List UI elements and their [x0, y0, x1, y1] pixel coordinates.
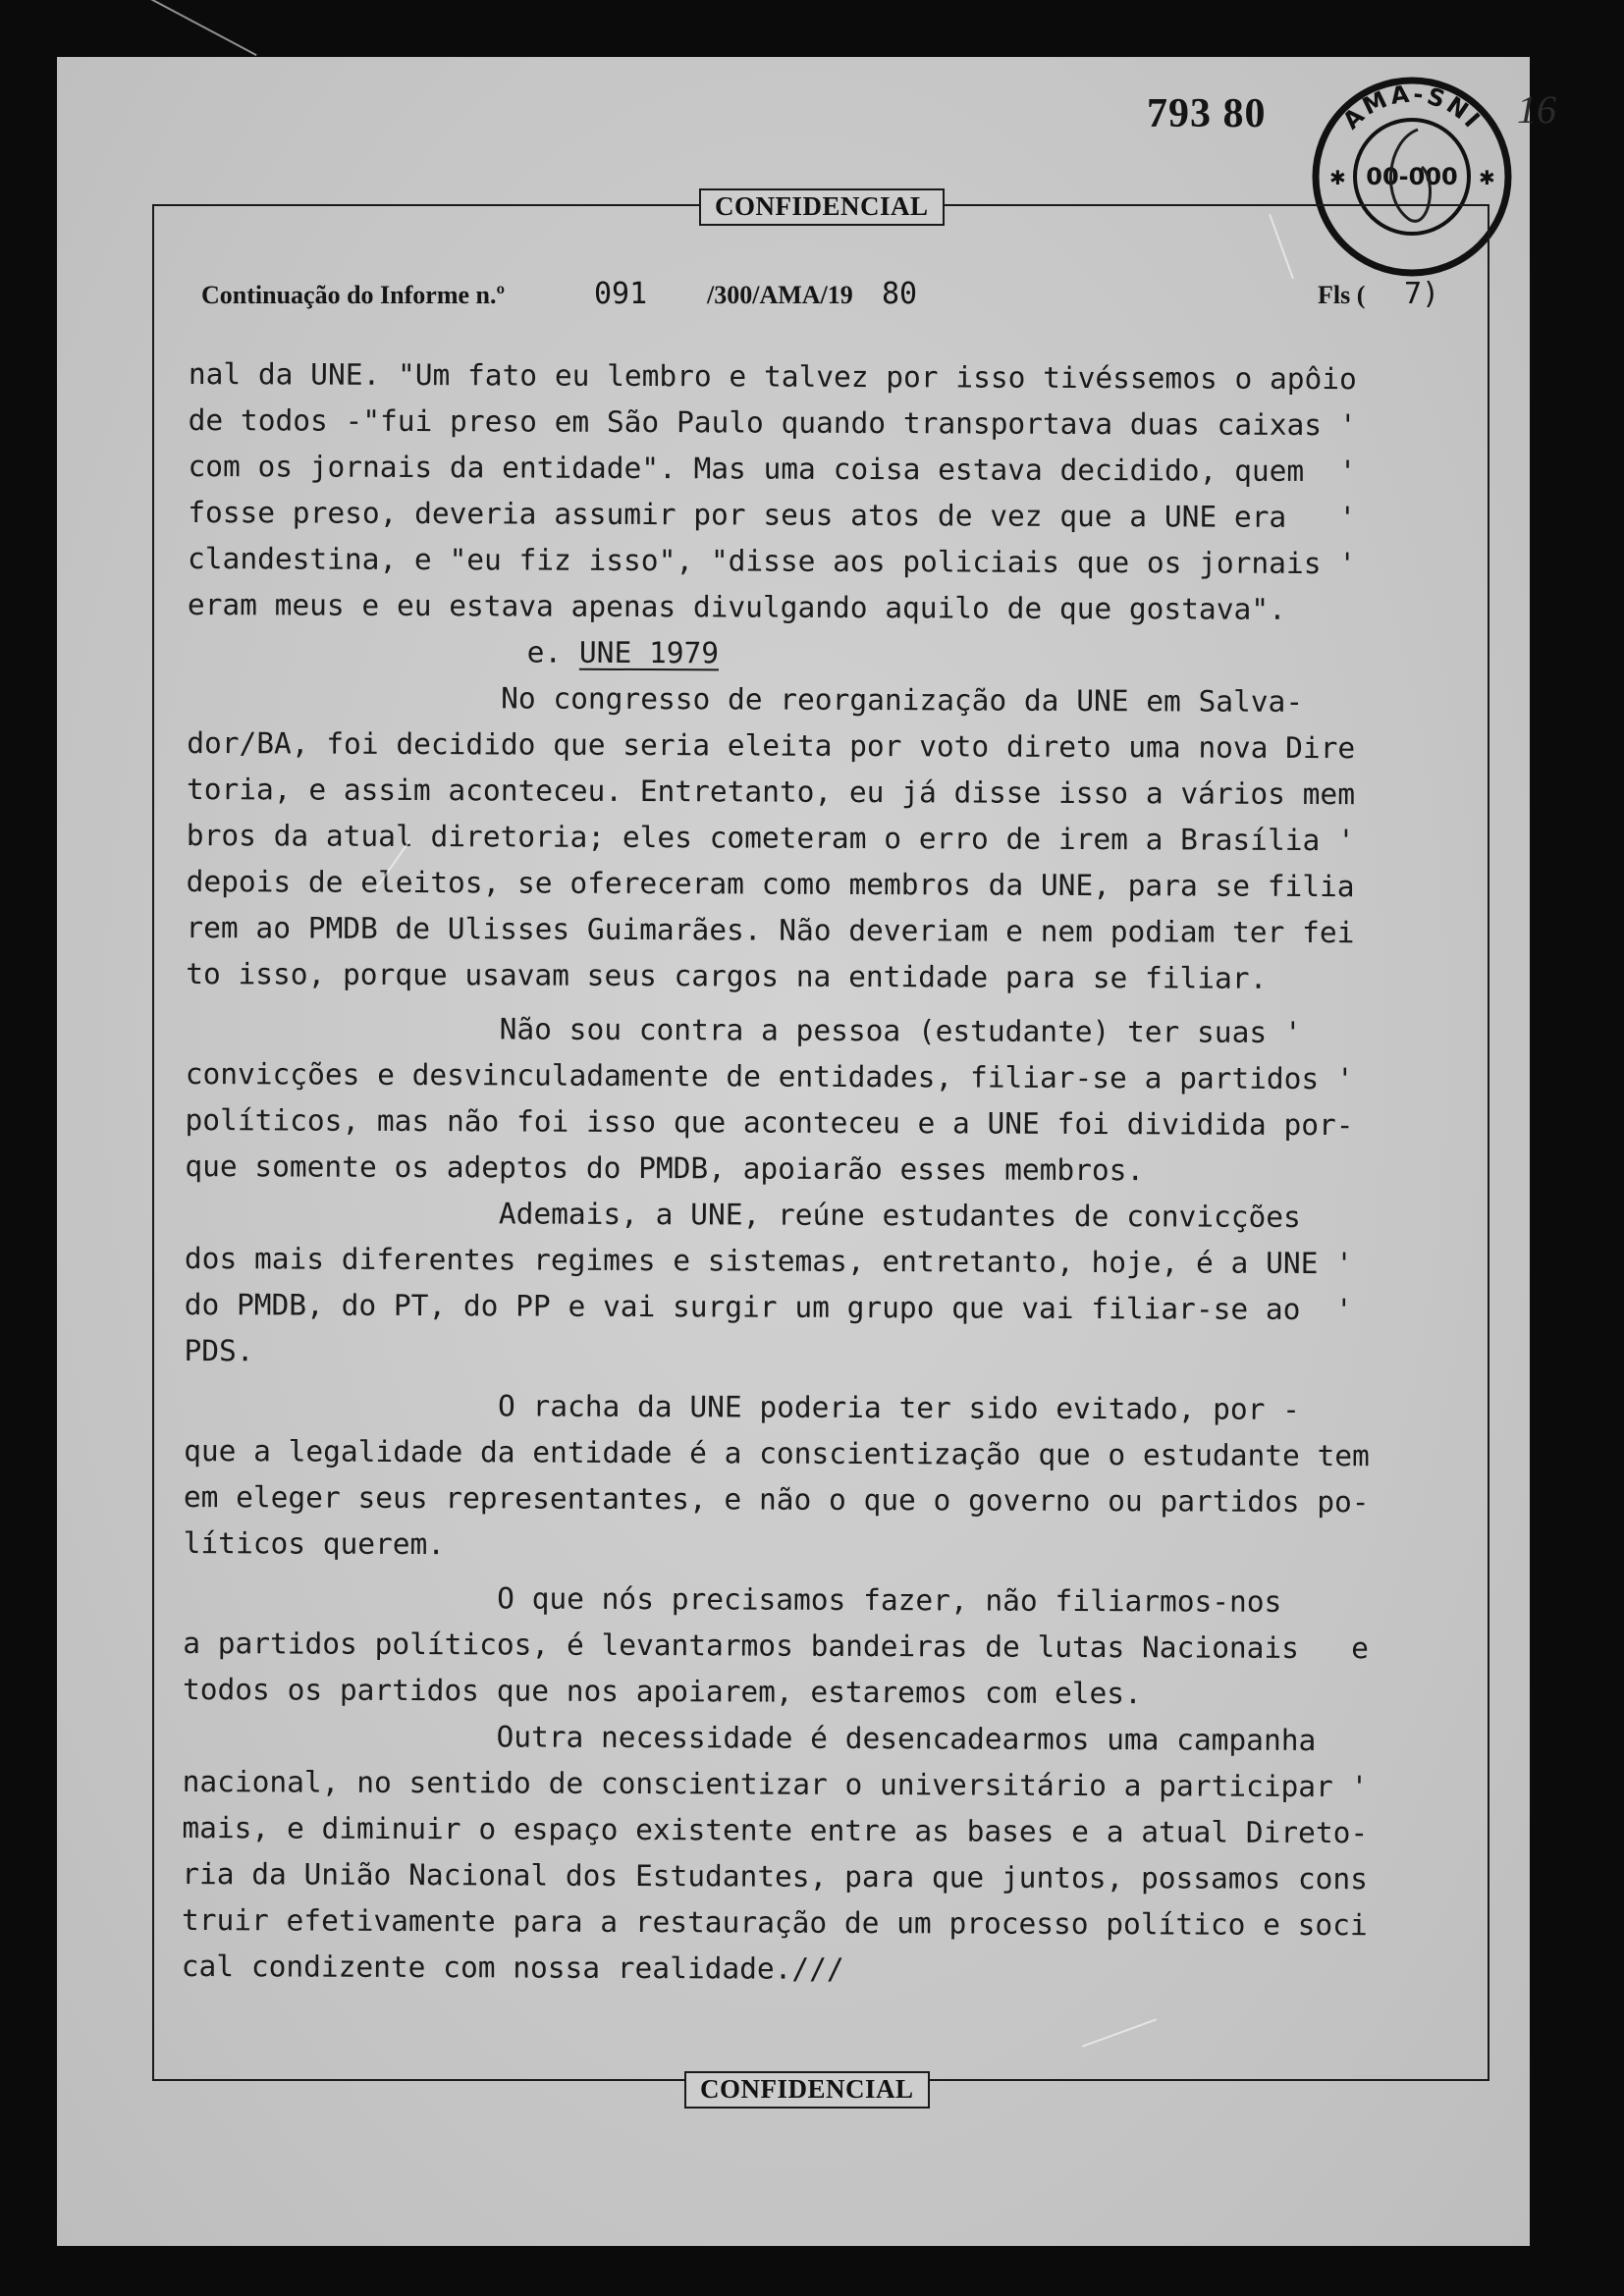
section-heading-prefix: e. [526, 635, 580, 669]
text-line: ria da União Nacional dos Estudantes, para que juntos, possamos cons [182, 1856, 1369, 1896]
text-line: nal da UNE. "Um fato eu lembro e talvez por isso tivéssemos o apôio [188, 356, 1357, 397]
text-line: dor/BA, foi decidido que seria eleita por voto direto uma nova Dire [187, 725, 1356, 766]
text-line: cal condizente com nossa realidade./// [181, 1949, 844, 1986]
text-line: No congresso de reorganização da UNE em Salva- [187, 679, 1304, 719]
continuation-label: Continuação do Informe n.º [201, 281, 506, 309]
text-line: eram meus e eu estava apenas divulgando aquilo de que gostava". [187, 587, 1286, 626]
text-line: bros da atual diretoria; eles cometeram o erro de irem a Brasília ' [186, 818, 1355, 858]
text-line: nacional, no sentido de conscientizar o universitário a participar ' [182, 1764, 1369, 1804]
text-line: PDS. [184, 1333, 254, 1368]
svg-text:AMA-SNI [1337, 80, 1487, 134]
section-heading [188, 628, 1464, 680]
text-line: em eleger seus representantes, e não o que o governo ou partidos po- [183, 1479, 1370, 1520]
text-line: depois de eleitos, se ofereceram como membros da UNE, para se filia [186, 864, 1355, 904]
svg-text:✱: ✱ [1329, 166, 1346, 189]
film-scratch [126, 0, 256, 56]
document-number: 793 80 [1147, 91, 1267, 136]
text-line: convicções e desvinculadamente de entidades, filiar-se a partidos ' [185, 1056, 1354, 1096]
text-line: Não sou contra a pessoa (estudante) ter suas ' [185, 1010, 1302, 1049]
text-line: a partidos políticos, é levantarmos bandeiras de lutas Nacionais e [183, 1626, 1370, 1666]
text-line: toria, e assim aconteceu. Entretanto, eu já disse isso a vários mem [186, 772, 1356, 812]
report-number: 091 [594, 277, 648, 311]
section-heading-title: UNE 1979 [578, 635, 720, 670]
stamp-center-text: 00-000 [1366, 163, 1458, 190]
text-line: O que nós precisamos fazer, não filiarmos-nos [183, 1579, 1282, 1619]
text-line: líticos querem. [183, 1525, 446, 1562]
text-line: fosse preso, deveria assumir por seus atos de vez que a UNE era ' [188, 495, 1357, 535]
page-number: 7) [1404, 277, 1440, 311]
classification-top: CONFIDENCIAL [699, 188, 945, 226]
text-line: mais, e diminuir o espaço existente entre as bases e a atual Direto- [182, 1810, 1369, 1850]
text-line: com os jornais da entidade". Mas uma coisa estava decidido, quem ' [188, 449, 1357, 489]
svg-text:✱: ✱ [1479, 166, 1495, 189]
text-line: do PMDB, do PT, do PP e vai surgir um grupo que vai filiar-se ao ' [184, 1287, 1353, 1327]
text-line: to isso, porque usavam seus cargos na entidade para se filiar. [186, 956, 1268, 995]
text-line: clandestina, e "eu fiz isso", "disse aos policiais que os jornais ' [188, 541, 1357, 581]
report-series: /300/AMA/19 [707, 281, 853, 309]
body-text [182, 351, 1465, 1996]
text-line: que a legalidade da entidade é a conscientização que o estudante tem [184, 1433, 1370, 1473]
fls-label: Fls ( [1318, 281, 1366, 309]
text-line: que somente os adeptos do PMDB, apoiarão esses membros. [185, 1148, 1145, 1188]
text-line: rem ao PMDB de Ulisses Guimarães. Não deveriam e nem podiam ter fei [186, 910, 1355, 950]
text-line: Outra necessidade é desencadearmos uma campanha [182, 1718, 1317, 1758]
text-line: de todos -"fui preso em São Paulo quando transportava duas caixas ' [188, 402, 1357, 443]
handwritten-page-mark: 16 [1517, 87, 1556, 132]
text-line: truir efetivamente para a restauração de um processo político e soci [181, 1902, 1368, 1943]
text-line: Ademais, a UNE, reúne estudantes de convicções [185, 1195, 1301, 1234]
text-line: dos mais diferentes regimes e sistemas, entretanto, hoje, é a UNE ' [184, 1241, 1353, 1281]
text-line: O racha da UNE poderia ter sido evitado, por - [184, 1387, 1301, 1426]
stamp-ring-text: AMA-SNI [1337, 80, 1488, 135]
classification-bottom: CONFIDENCIAL [684, 2071, 930, 2109]
text-line: todos os partidos que nos apoiarem, estaremos com eles. [182, 1672, 1142, 1711]
text-line: políticos, mas não foi isso que aconteceu e a UNE foi dividida por- [185, 1102, 1354, 1143]
report-year: 80 [882, 277, 918, 311]
